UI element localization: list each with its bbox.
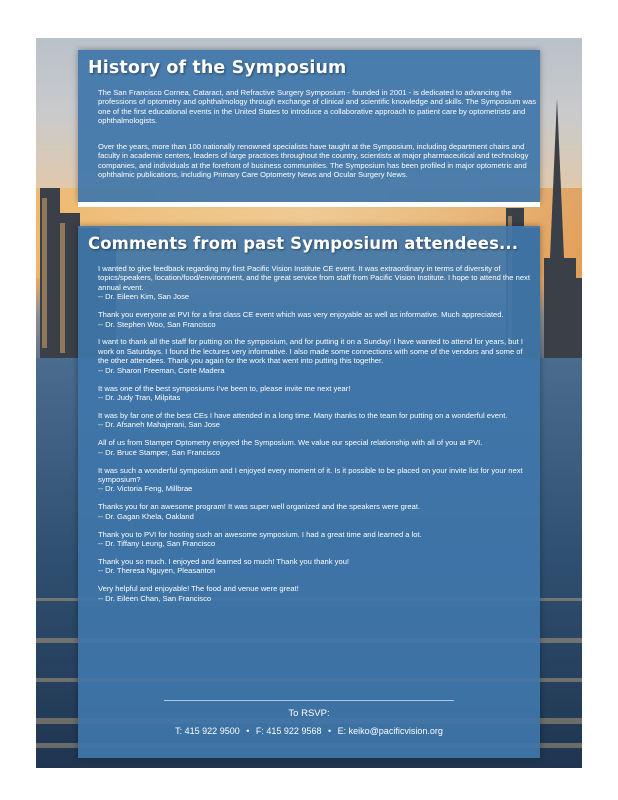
- divider-bar: [78, 202, 540, 207]
- phone-number[interactable]: T: 415 922 9500: [175, 726, 240, 736]
- comment-author: -- Dr. Gagan Khela, Oakland: [98, 511, 194, 521]
- comment-text: All of us from Stamper Optometry enjoyed the Symposium. We value our special relationship with all of you at PVI.: [98, 438, 483, 448]
- comment-text: It was by far one of the best CEs I have attended in a long time. Many thanks to the team for putting on a wonderful event.: [98, 410, 508, 420]
- comment-item: [98, 466, 534, 494]
- comment-text: It was such a wonderful symposium and I enjoyed every moment of it. Is it possible to be placed on your invite list for your next symposium?: [98, 465, 523, 484]
- comment-author: -- Dr. Eileen Kim, San Jose: [98, 292, 190, 302]
- comment-item: [98, 411, 534, 430]
- comment-item: [98, 502, 534, 521]
- comment-author: -- Dr. Eileen Chan, San Francisco: [98, 593, 212, 603]
- comment-text: Thank you to PVI for hosting such an awesome symposium. I had a great time and learned a lot.: [98, 529, 422, 539]
- email-link[interactable]: E: keiko@pacificvision.org: [337, 726, 443, 736]
- comment-item: [98, 584, 534, 603]
- rsvp-label: To RSVP:: [288, 708, 330, 719]
- comment-text: Thank you so much. I enjoyed and learned so much! Thank you thank you!: [98, 556, 350, 566]
- comment-text: Thanks you for an awesome program! It was super well organized and the speakers were great.: [98, 502, 421, 512]
- history-panel: [78, 50, 540, 202]
- history-paragraph-2: Over the years, more than 100 nationally renowned specialists have taught at the Symposium, including department chairs and faculty in academic centers, leaders of large practices throughout the country, scientists at major pharmaceutical and technology companies, and individuals at the forefront of business communities. The Symposium has been profiled in major optometric and ophthalmic publications, including Primary Care Optometry News and Ocular Surgery News.: [98, 142, 529, 180]
- comment-author: -- Dr. Theresa Nguyen, Pleasanton: [98, 566, 216, 576]
- comment-text: It was one of the best symposiums I’ve been to, please invite me next year!: [98, 383, 351, 393]
- comment-text: I wanted to give feedback regarding my first Pacific Vision Institute CE event. It was extraordinary in terms of diversity of topics/speakers, location/food/environment, and the great service from staff from Pacific Vision Institute. I hope to attend the next annual event.: [98, 264, 530, 292]
- history-paragraph-1: The San Francisco Cornea, Cataract, and Refractive Surgery Symposium - founded in 2001 - is dedicated to advancing the professions of optometry and ophthalmology through exchange of clinical and scientific knowledge and skills. The Symposium was one of the first educational events in the United States to introduce a collaborative approach to patient care by optometrists and ophthalmologists.: [98, 88, 537, 126]
- separator-dot: •: [327, 726, 332, 736]
- rsvp-divider: [164, 700, 454, 701]
- comment-item: [98, 264, 534, 302]
- comment-text: Very helpful and enjoyable! The food and venue were great!: [98, 584, 299, 594]
- separator-dot: •: [246, 726, 250, 736]
- comment-author: -- Dr. Judy Tran, Milpitas: [98, 392, 181, 402]
- history-title: History of the Symposium: [88, 58, 347, 78]
- comment-author: -- Dr. Afsaneh Mahajerani, San Jose: [98, 420, 220, 430]
- comment-item: [98, 337, 534, 375]
- comment-author: -- Dr. Bruce Stamper, San Francisco: [98, 447, 220, 457]
- comment-author: -- Dr. Victoria Feng, Millbrae: [98, 484, 193, 494]
- rsvp-contact-line: [78, 726, 540, 736]
- comment-item: [98, 557, 534, 576]
- comments-list: [98, 264, 534, 611]
- comment-author: -- Dr. Tiffany Leung, San Francisco: [98, 538, 216, 548]
- comments-title: Comments from past Symposium attendees...: [88, 234, 519, 253]
- comment-item: [98, 384, 534, 403]
- comment-item: [98, 310, 534, 329]
- comment-author: -- Dr. Sharon Freeman, Corte Madera: [98, 365, 225, 375]
- comment-text: I want to thank all the staff for putting on the symposium, and for putting it on a Sunday! I have wanted to attend for years, but I work on Saturdays. I found the lectures very informative. I also made some connections with some of the vendors and some of the other attendees. Thank you again for the work that went into putting this together.: [98, 337, 523, 366]
- comment-item: [98, 530, 534, 549]
- comment-item: [98, 438, 534, 457]
- comments-panel: [78, 226, 540, 758]
- comment-text: Thank you everyone at PVI for a first class CE event which was very enjoyable as well as informative. Much appreciated.: [98, 310, 504, 320]
- fax-number: F: 415 922 9568: [255, 726, 322, 736]
- comment-author: -- Dr. Stephen Woo, San Francisco: [98, 319, 216, 329]
